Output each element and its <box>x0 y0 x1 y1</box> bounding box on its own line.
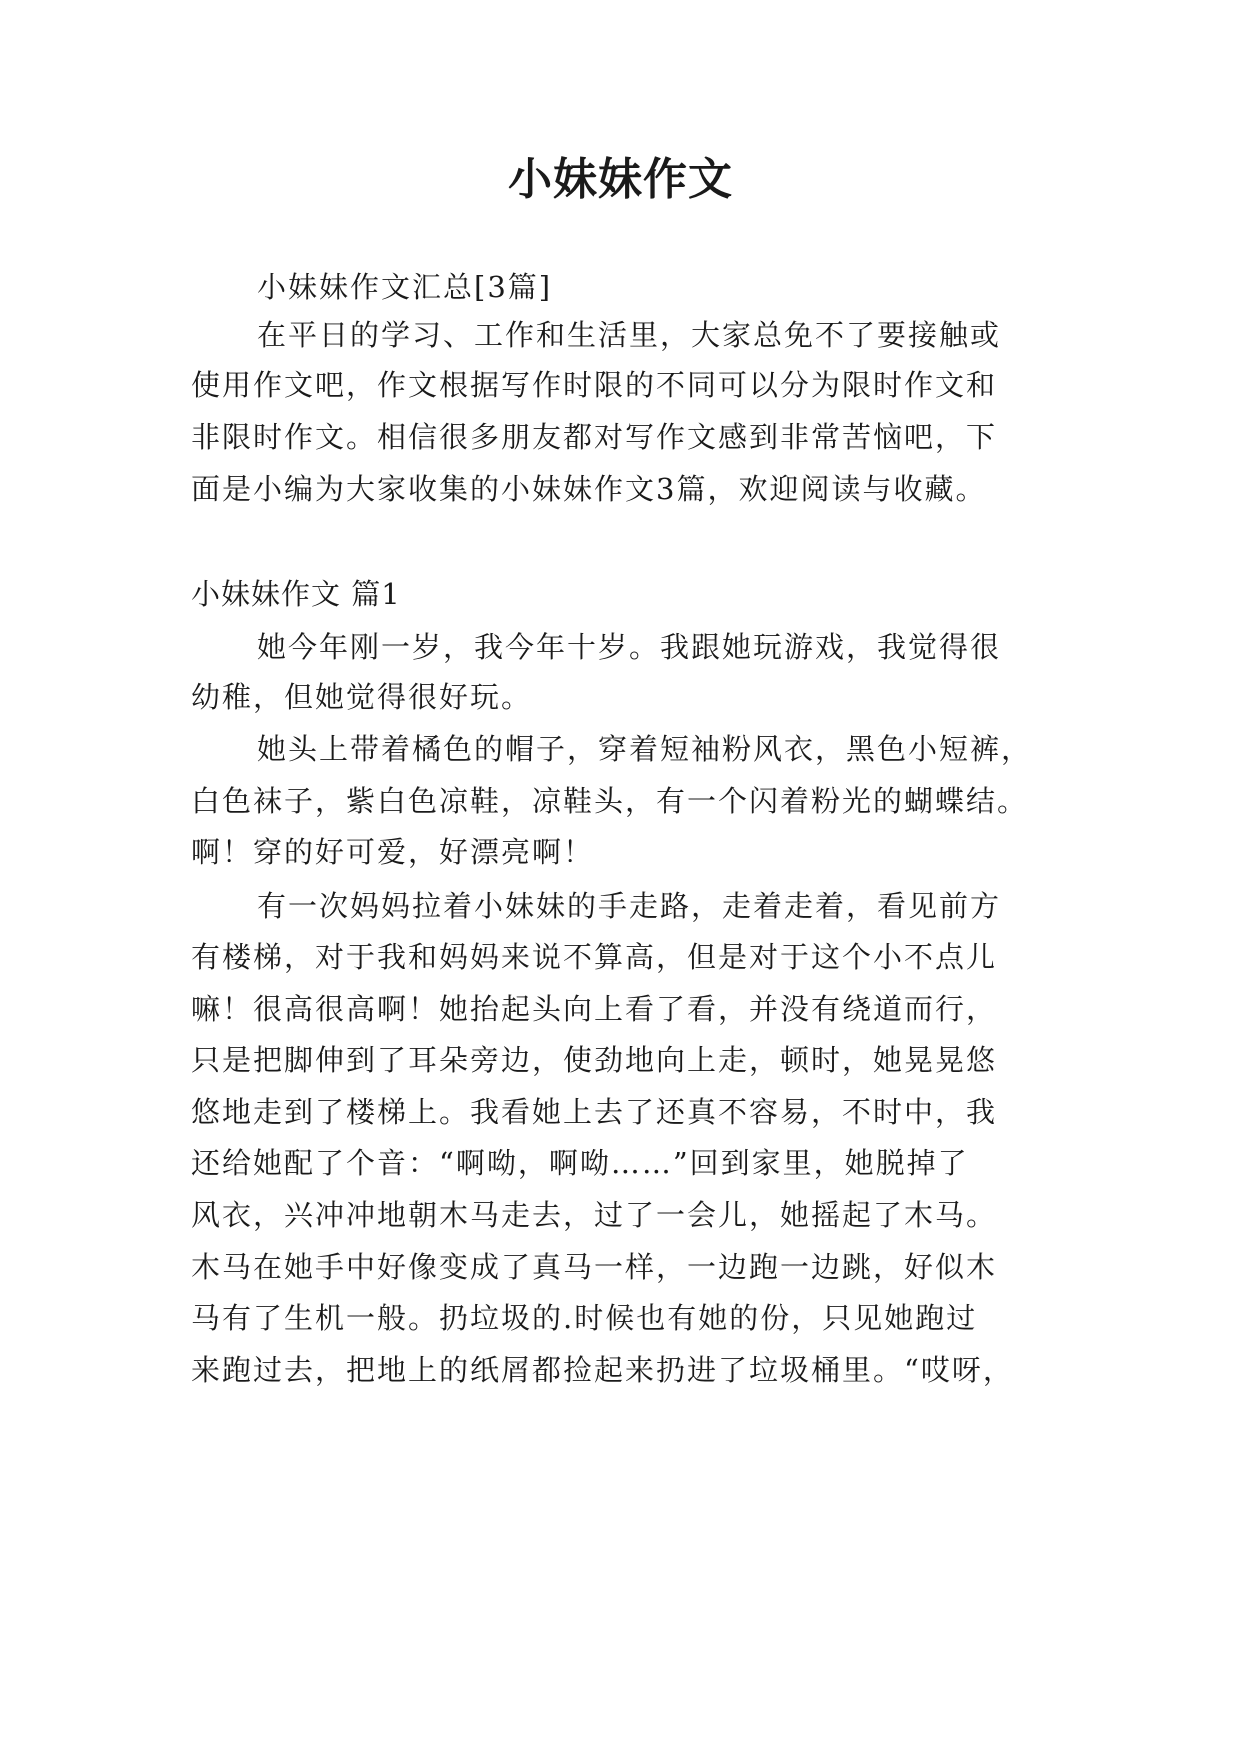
body-line: 白色袜子，紫白色凉鞋，凉鞋头，有一个闪着粉光的蝴蝶结。 <box>191 784 1029 818</box>
intro-line: 面是小编为大家收集的小妹妹作文3篇，欢迎阅读与收藏。 <box>191 472 987 506</box>
section-heading: 小妹妹作文 篇1 <box>191 577 401 611</box>
body-line: 悠地走到了楼梯上。我看她上去了还真不容易，不时中，我 <box>191 1095 998 1129</box>
body-line: 来跑过去，把地上的纸屑都捡起来扔进了垃圾桶里。“哎呀， <box>191 1353 1014 1387</box>
intro-line: 使用作文吧，作文根据写作时限的不同可以分为限时作文和 <box>191 368 998 402</box>
body-line: 只是把脚伸到了耳朵旁边，使劲地向上走，顿时，她晃晃悠 <box>191 1043 998 1077</box>
body-line: 风衣，兴冲冲地朝木马走去，过了一会儿，她摇起了木马。 <box>191 1198 998 1232</box>
body-line: 幼稚，但她觉得很好玩。 <box>191 680 533 714</box>
body-line: 马有了生机一般。扔垃圾的.时候也有她的份，只见她跑过 <box>191 1301 978 1335</box>
intro-line: 在平日的学习、工作和生活里，大家总免不了要接触或 <box>257 318 1002 352</box>
body-line: 她今年刚一岁，我今年十岁。我跟她玩游戏，我觉得很 <box>257 630 1002 664</box>
body-line: 还给她配了个音：“啊呦，啊呦……”回到家里，她脱掉了 <box>191 1146 969 1180</box>
body-line: 她头上带着橘色的帽子，穿着短袖粉风衣，黑色小短裤， <box>257 732 1033 766</box>
document-title: 小妹妹作文 <box>508 154 733 205</box>
body-line: 有楼梯，对于我和妈妈来说不算高，但是对于这个小不点儿 <box>191 940 998 974</box>
body-line: 嘛！很高很高啊！她抬起头向上看了看，并没有绕道而行， <box>191 992 998 1026</box>
collection-subtitle: 小妹妹作文汇总[3篇] <box>257 270 553 304</box>
body-line: 啊！穿的好可爱，好漂亮啊！ <box>191 835 595 869</box>
body-line: 木马在她手中好像变成了真马一样，一边跑一边跳，好似木 <box>191 1250 998 1284</box>
intro-line: 非限时作文。相信很多朋友都对写作文感到非常苦恼吧，下 <box>191 420 998 454</box>
body-line: 有一次妈妈拉着小妹妹的手走路，走着走着，看见前方 <box>257 889 1002 923</box>
